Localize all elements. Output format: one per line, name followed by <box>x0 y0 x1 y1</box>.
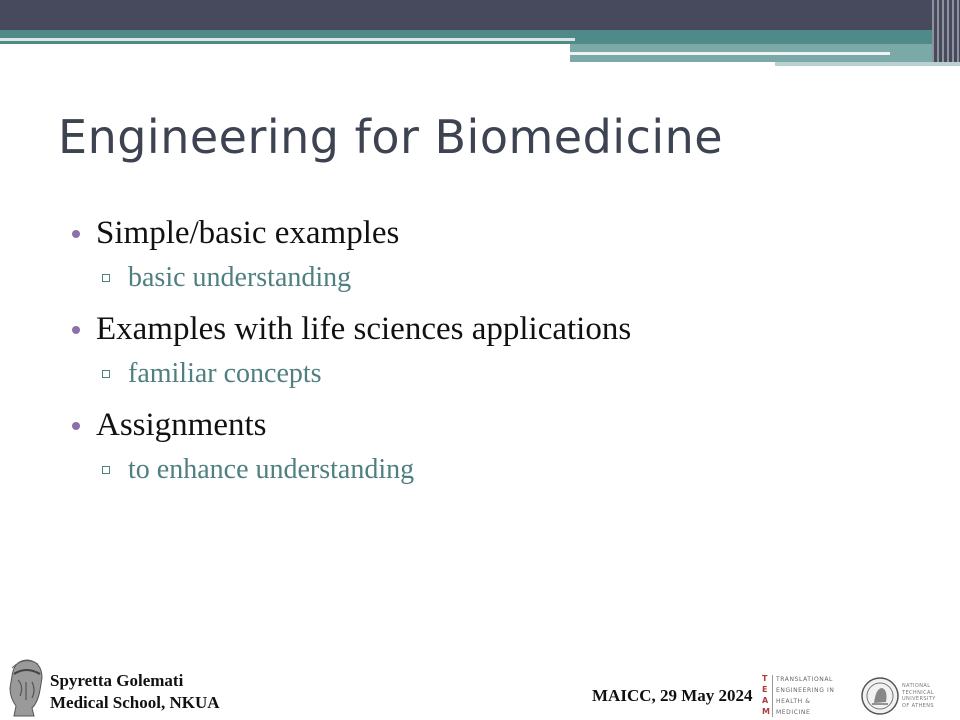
slide-title: Engineering for Biomedicine <box>58 110 724 164</box>
helmet-logo-icon <box>4 656 46 718</box>
team-logo-line: MEDICINE <box>776 709 811 716</box>
author-name: Spyretta Golemati <box>50 671 184 690</box>
square-bullet-icon <box>102 274 110 282</box>
ntua-logo-line: OF ATHENS <box>902 702 934 709</box>
header-dark-band <box>0 0 960 30</box>
team-letter: M <box>762 707 770 716</box>
bullet-item <box>72 306 912 352</box>
ntua-logo-line: UNIVERSITY <box>902 696 936 702</box>
conference-label: MAICC, 29 May 2024 <box>592 686 753 705</box>
team-logo-text <box>776 674 834 718</box>
bullet-text: Simple/basic examples <box>96 215 400 251</box>
ntua-seal-icon <box>860 676 900 716</box>
team-logo-line: ENGINEERING IN <box>776 687 835 694</box>
ntua-logo-line: TECHNICAL <box>902 689 934 696</box>
ntua-logo-text <box>902 683 936 709</box>
author-block <box>50 670 220 714</box>
team-logo-divider <box>772 675 773 717</box>
team-letter: T <box>762 674 768 683</box>
sub-bullet-item <box>72 256 912 306</box>
sub-bullet-item <box>72 352 912 402</box>
sub-bullet-text: familiar concepts <box>128 358 322 389</box>
team-letter: E <box>762 685 768 694</box>
square-bullet-icon <box>102 466 110 474</box>
header-stripes <box>932 0 960 62</box>
header-teal-band <box>0 30 960 44</box>
team-logo-line: HEALTH & <box>776 698 811 705</box>
sub-bullet-text: to enhance understanding <box>128 454 415 485</box>
sub-bullet-text: basic understanding <box>128 262 352 293</box>
header-highlight-line <box>0 38 575 41</box>
sub-bullet-item <box>72 448 912 498</box>
team-logo-line: TRANSLATIONAL <box>776 676 834 683</box>
bullet-text: Assignments <box>96 407 267 443</box>
bullet-dot-icon <box>72 230 80 238</box>
bullet-dot-icon <box>72 422 80 430</box>
header-fade-line <box>775 62 960 66</box>
team-letter: A <box>762 696 769 705</box>
bullet-dot-icon <box>72 326 80 334</box>
square-bullet-icon <box>102 370 110 378</box>
header-tab-line <box>570 52 890 55</box>
team-logo-letters <box>762 673 770 717</box>
team-logo <box>762 673 852 719</box>
bullet-list <box>72 210 912 498</box>
author-affiliation: Medical School, NKUA <box>50 693 220 712</box>
bullet-text: Examples with life sciences applications <box>96 311 632 347</box>
ntua-logo-line: NATIONAL <box>902 683 931 689</box>
bullet-item <box>72 210 912 256</box>
bullet-item <box>72 402 912 448</box>
